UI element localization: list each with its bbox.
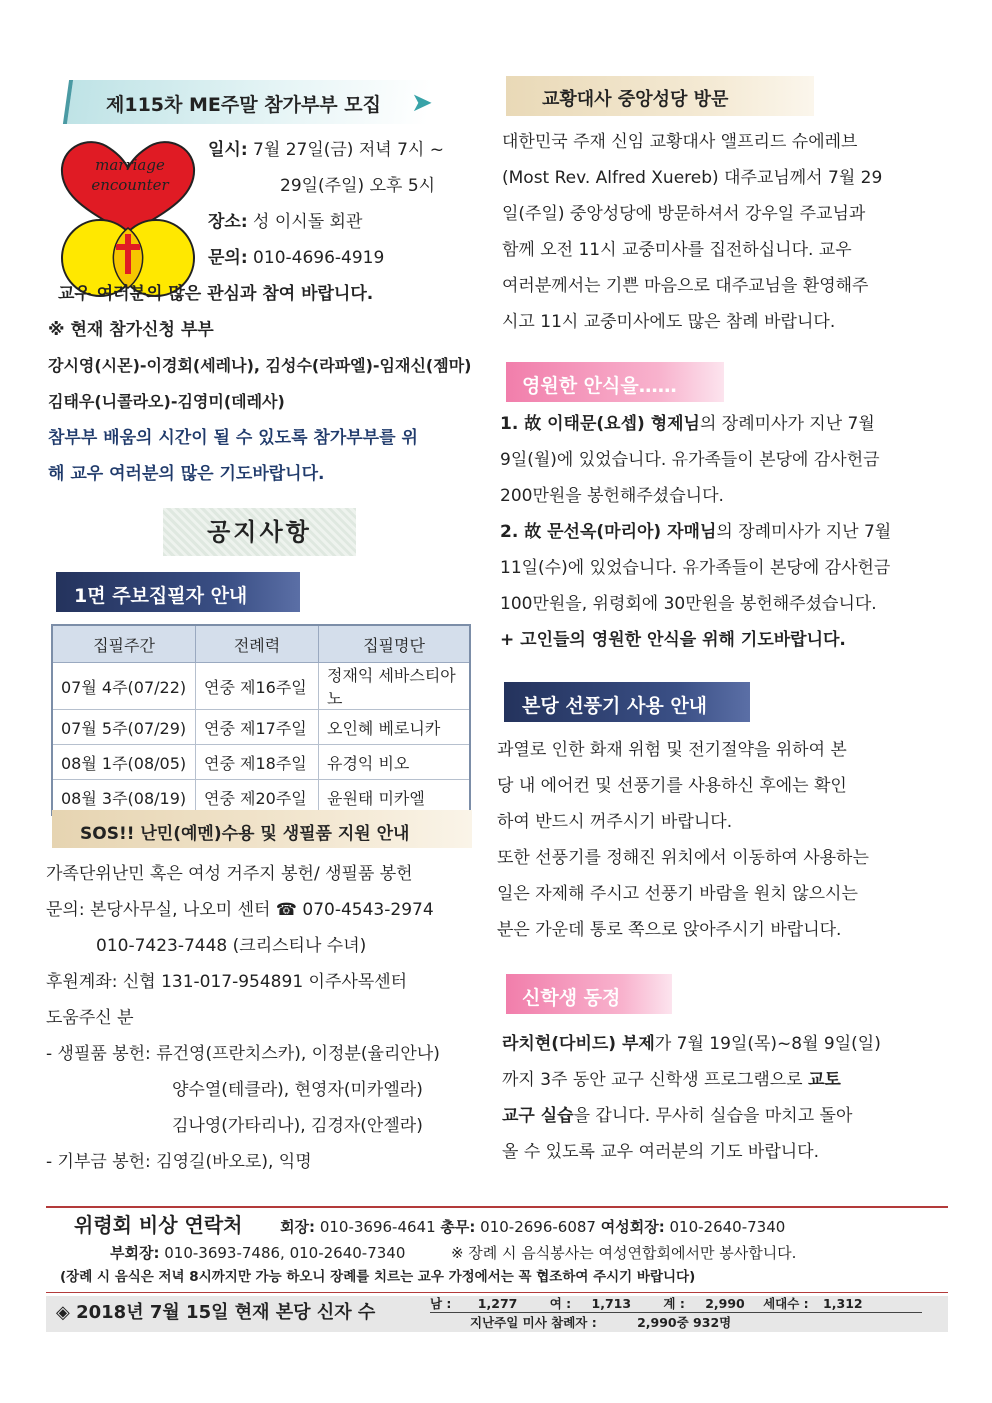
nuncio-line: 함께 오전 11시 교중미사를 집전하십니다. 교우 [502, 240, 852, 260]
notice-title-box [163, 508, 356, 556]
fan-line: 분은 가운데 통로 쪽으로 앉아주시기 바랍니다. [497, 920, 842, 940]
seminarian-name: 라치현(다비드) 부제 [502, 1034, 655, 1054]
rest-item1-l2: 9일(월)에 있었습니다. 유가족들이 본당에 감사헌금 [500, 450, 880, 470]
secretary-value: 010-2696-6087 [475, 1218, 596, 1236]
sos-account-value: 신협 131-017-954891 이주사목센터 [117, 972, 408, 992]
table-cell: 연중 제17주일 [196, 710, 319, 745]
rest-item1-name: 1. 故 이태문(요셉) 형제님 [500, 414, 700, 434]
emergency-line-2 [110, 1240, 796, 1266]
seminarian-l1: 가 7월 19일(목)~8월 9일(일) [654, 1034, 881, 1054]
seminarian-tag-label: 신학생 동정 [522, 987, 621, 1009]
rest-item2-name: 2. 故 문선옥(마리아) 자매님 [500, 522, 717, 542]
date-value-2: 29일(주일) 오후 5시 [280, 176, 436, 196]
nuncio-line: 여러분께서는 기쁜 마음으로 대주교님을 환영해주 [502, 276, 869, 296]
table-cell: 07월 5주(07/29) [52, 710, 196, 745]
seminarian-l2: 까지 3주 동안 교구 신학생 프로그램으로 [502, 1070, 808, 1090]
secretary-label: 총무: [440, 1218, 476, 1236]
sos-account-label: 후원계좌: [46, 972, 118, 992]
table-cell: 07월 4주(07/22) [52, 663, 196, 710]
emergency-title: 위령회 비상 연락처 [74, 1213, 243, 1237]
date-label: 일시: [208, 140, 248, 160]
me-weekend-banner [66, 80, 446, 124]
president-label: 회장: [280, 1218, 316, 1236]
rest-tag [506, 362, 724, 402]
nuncio-block [502, 124, 932, 340]
mass-attendance [470, 1313, 731, 1331]
total-label: 계 : [663, 1296, 685, 1311]
interest-text: 교우 여러분의 많은 관심과 참여 바랍니다. [58, 284, 374, 304]
table-cell: 08월 3주(08/19) [52, 780, 196, 816]
sos-contact-value-2: 010-7423-7448 (크리스티나 수녀) [96, 936, 367, 956]
fan-line: 하여 반드시 꺼주시기 바랍니다. [497, 812, 733, 832]
logo-text-marriage: marriage [95, 156, 165, 174]
sos-goods-2: 양수열(테클라), 현영자(미카엘라) [172, 1080, 423, 1100]
women-president-label: 여성회장: [600, 1218, 665, 1236]
table-header: 전례력 [196, 625, 319, 663]
duty-tag-label: 1면 주보집필자 안내 [74, 585, 248, 607]
seminarian-l3: 을 갑니다. 무사히 실습을 마치고 돌아 [573, 1106, 853, 1126]
mass-label: 지난주일 미사 참례자 : [470, 1315, 597, 1330]
table-cell: 08월 1주(08/05) [52, 745, 196, 780]
fan-tag-label: 본당 선풍기 사용 안내 [522, 695, 708, 717]
rest-item2-l3: 100만원을, 위령회에 30만원을 봉헌해주셨습니다. [500, 594, 877, 614]
table-row [52, 710, 470, 745]
fan-line: 일은 자제해 주시고 선풍기 바람을 원치 않으시는 [497, 884, 858, 904]
vice-president-value: 010-3693-7486, 010-2640-7340 [159, 1244, 406, 1262]
male-count: 1,277 [477, 1296, 518, 1311]
sos-goods-3: 김나영(가타리나), 김경자(안젤라) [172, 1116, 423, 1136]
contact-label: 문의: [208, 248, 248, 268]
me-weekend-title: 제115차 ME주말 참가부부 모집 [106, 94, 381, 116]
sos-goods-1: 류건영(프란치스카), 이정분(율리안나) [156, 1044, 440, 1064]
prayer-line-1: 참부부 배움의 시간이 될 수 있도록 참가부부를 위 [48, 428, 418, 448]
table-row [52, 745, 470, 780]
place-value: 성 이시돌 회관 [247, 212, 363, 232]
mass-value: 2,990중 932명 [637, 1315, 732, 1330]
total-count: 2,990 [705, 1296, 745, 1311]
seminarian-l3-bold: 교구 실습 [502, 1106, 574, 1126]
decor-swoosh-icon: ➤ [411, 88, 433, 118]
rest-item1-rest: 의 장례미사가 지난 7월 [699, 414, 875, 434]
stats-title: ◈ 2018년 7월 15일 현재 본당 신자 수 [56, 1302, 376, 1323]
households-count: 1,312 [823, 1296, 863, 1311]
male-label: 남 : [430, 1296, 452, 1311]
table-cell: 연중 제20주일 [196, 780, 319, 816]
nuncio-line: (Most Rev. Alfred Xuereb) 대주교님께서 7월 29 [502, 168, 883, 188]
table-cell: 유경익 비오 [319, 745, 471, 780]
sos-tag [52, 810, 472, 848]
table-cell: 정재익 세바스티아노 [319, 663, 471, 710]
table-cell: 연중 제18주일 [196, 745, 319, 780]
footer-divider-top [46, 1206, 948, 1208]
place-label: 장소: [208, 212, 248, 232]
nuncio-tag-label: 교황대사 중앙성당 방문 [542, 89, 729, 110]
notice-title: 공지사항 [207, 518, 312, 546]
president-value: 010-3696-4641 [315, 1218, 436, 1236]
fan-block [497, 732, 937, 948]
fan-line: 당 내 에어컨 및 선풍기를 사용하신 후에는 확인 [497, 776, 847, 796]
stats-counts [430, 1294, 922, 1313]
fan-line: 과열로 인한 화재 위험 및 전기절약을 위하여 본 [497, 740, 847, 760]
sos-goods-label: - 생필품 봉헌: [46, 1044, 151, 1064]
nuncio-tag [506, 76, 814, 116]
prayer-line-2: 해 교우 여러분의 많은 기도바랍니다. [48, 464, 325, 484]
seminarian-tag [506, 974, 672, 1014]
table-cell: 오인혜 베로니카 [319, 710, 471, 745]
rest-item1-l3: 200만원을 봉헌해주셨습니다. [500, 486, 724, 506]
sos-donation-label: - 기부금 봉헌: [46, 1152, 151, 1172]
households-label: 세대수 : [763, 1296, 809, 1311]
me-text-block [48, 276, 488, 492]
duty-tag [56, 572, 300, 612]
sos-block [46, 856, 486, 1180]
rest-tag-label: 영원한 안식을…… [522, 375, 677, 397]
nuncio-line: 시고 11시 교중미사에도 많은 참례 바랍니다. [502, 312, 836, 332]
emergency-note-2: (장례 시 음식은 저녁 8시까지만 가능 하오니 장례를 치르는 교우 가정에서는 꼭 협조하여 주시기 바랍니다) [60, 1269, 696, 1285]
current-applicants-title: ※ 현재 참가신청 부부 [48, 320, 214, 340]
seminarian-l2-bold: 교토 [808, 1070, 841, 1090]
nuncio-line: 대한민국 주재 신임 교황대사 앨프리드 슈에레브 [502, 132, 858, 152]
couples-line-1: 강시영(시몬)-이경회(세레나), 김성수(라파엘)-임재신(젬마) [48, 356, 472, 375]
sos-contact-label: 문의: [46, 900, 85, 920]
me-details [208, 132, 444, 276]
rest-prayer: + 고인들의 영원한 안식을 위해 기도바랍니다. [500, 630, 846, 650]
nuncio-line: 일(주일) 중앙성당에 방문하셔서 강우일 주교님과 [502, 204, 866, 224]
rest-item2-rest: 의 장례미사가 지난 7월 [716, 522, 892, 542]
table-header: 집필명단 [319, 625, 471, 663]
rest-block [500, 406, 940, 658]
rest-item2-l2: 11일(수)에 있었습니다. 유가족들이 본당에 감사헌금 [500, 558, 891, 578]
sos-line-1: 가족단위난민 혹은 여성 거주지 봉헌/ 생필품 봉헌 [46, 864, 413, 884]
sos-donation-value: 김영길(바오로), 익명 [150, 1152, 312, 1172]
table-cell: 연중 제16주일 [196, 663, 319, 710]
sos-tag-label: SOS!! 난민(예멘)수용 및 생필품 지원 안내 [80, 824, 410, 844]
women-president-value: 010-2640-7340 [664, 1218, 786, 1236]
duty-table [51, 624, 471, 816]
female-label: 여 : [549, 1296, 572, 1311]
couples-line-2: 김태우(니콜라오)-김영미(데레사) [48, 392, 285, 411]
table-cell: 윤원태 미카엘 [319, 780, 471, 816]
table-header: 집필주간 [52, 625, 196, 663]
contact-value: 010-4696-4919 [247, 248, 385, 268]
emergency-line-1 [74, 1212, 785, 1240]
duty-table-wrap [51, 624, 471, 816]
emergency-note: ※ 장례 시 음식봉사는 여성연합회에서만 봉사합니다. [450, 1244, 797, 1262]
female-count: 1,713 [591, 1296, 632, 1311]
fan-tag [504, 682, 750, 722]
sos-contact-value: 본당사무실, 나오미 센터 ☎ 070-4543-2974 [84, 900, 434, 920]
date-value: 7월 27일(금) 저녁 7시 ~ [247, 140, 444, 160]
logo-text-encounter: encounter [91, 176, 169, 194]
seminarian-l4: 올 수 있도록 교우 여러분의 기도 바랍니다. [502, 1142, 820, 1162]
seminarian-block [502, 1026, 942, 1170]
table-row [52, 663, 470, 710]
sos-helpers: 도움주신 분 [46, 1008, 134, 1028]
vice-president-label: 부회장: [110, 1244, 160, 1262]
footer-divider-bottom [46, 1292, 948, 1293]
fan-line: 또한 선풍기를 정해진 위치에서 이동하여 사용하는 [497, 848, 869, 868]
